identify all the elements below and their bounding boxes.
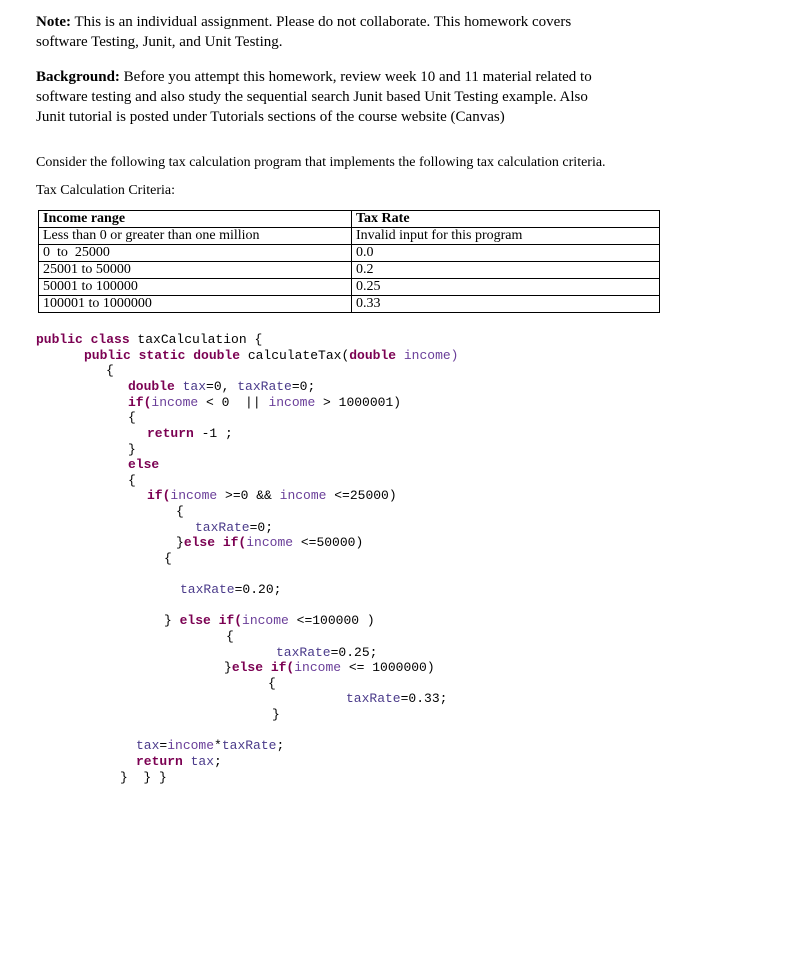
- code-method-line: public static double calculateTax(double income): [84, 348, 459, 363]
- code-else: else: [128, 457, 160, 472]
- tax-rate-cell: 0.2: [352, 262, 660, 279]
- income-range-cell: Less than 0 or greater than one million: [39, 228, 352, 245]
- code-brace: {: [226, 629, 234, 644]
- background-text-line3: Junit tutorial is posted under Tutorials sections of the course website (Canvas): [36, 109, 505, 125]
- background-text-line1: Before you attempt this homework, review week 10 and 11 material related to: [119, 69, 592, 85]
- income-range-cell: 25001 to 50000: [39, 262, 352, 279]
- code-assign-020: taxRate=0.20;: [180, 582, 282, 597]
- code-closing-braces: } } }: [120, 770, 167, 785]
- header-tax-rate: Tax Rate: [352, 211, 660, 228]
- code-brace: {: [268, 676, 276, 691]
- tax-rate-table: [38, 210, 660, 313]
- table-row: [39, 279, 660, 296]
- tax-rate-cell: 0.25: [352, 279, 660, 296]
- code-assign-033: taxRate=0.33;: [346, 691, 448, 706]
- code-return-tax: return tax;: [136, 754, 222, 769]
- intro-text: Consider the following tax calculation program that implements the following tax calculation criteria.: [36, 155, 606, 170]
- tax-rate-cell: Invalid input for this program: [352, 228, 660, 245]
- code-return-invalid: return -1 ;: [147, 426, 233, 441]
- code-assign-zero: taxRate=0;: [195, 520, 274, 535]
- code-brace: }: [272, 707, 280, 722]
- note-label: Note:: [36, 14, 71, 30]
- code-class-line: public class taxCalculation {: [36, 332, 263, 347]
- table-row: [39, 262, 660, 279]
- code-brace: }: [128, 442, 136, 457]
- table-row: [39, 228, 660, 245]
- code-brace: {: [128, 410, 136, 425]
- table-header-row: [39, 211, 660, 228]
- background-paragraph: [36, 67, 592, 127]
- code-calculate-tax: tax=income*taxRate;: [136, 738, 285, 753]
- background-label: Background:: [36, 69, 120, 85]
- code-assign-025: taxRate=0.25;: [276, 645, 378, 660]
- header-income-range: Income range: [39, 211, 352, 228]
- note-text-line2: software Testing, Junit, and Unit Testing.: [36, 34, 283, 50]
- code-brace: {: [128, 473, 136, 488]
- code-brace: {: [176, 504, 184, 519]
- background-text-line2: software testing and also study the sequential search Junit based Unit Testing example. Also: [36, 89, 588, 105]
- code-elseif-bracket3: } else if(income <=100000 ): [164, 613, 375, 628]
- tax-rate-cell: 0.33: [352, 296, 660, 313]
- income-range-cell: 0 to 25000: [39, 245, 352, 262]
- note-text-line1: This is an individual assignment. Please do not collaborate. This homework covers: [70, 14, 572, 30]
- income-range-cell: 50001 to 100000: [39, 279, 352, 296]
- code-declaration: double tax=0, taxRate=0;: [128, 379, 316, 394]
- table-row: [39, 245, 660, 262]
- criteria-label: Tax Calculation Criteria:: [36, 183, 175, 198]
- code-if-invalid: if(income < 0 || income > 1000001): [128, 395, 402, 410]
- code-elseif-bracket2: }else if(income <=50000): [176, 535, 364, 550]
- code-brace: {: [106, 363, 114, 378]
- income-range-cell: 100001 to 1000000: [39, 296, 352, 313]
- note-paragraph: [36, 12, 571, 52]
- code-brace: {: [164, 551, 172, 566]
- code-if-bracket1: if(income >=0 && income <=25000): [147, 488, 397, 503]
- table-row: [39, 296, 660, 313]
- code-elseif-bracket4: }else if(income <= 1000000): [224, 660, 435, 675]
- tax-rate-cell: 0.0: [352, 245, 660, 262]
